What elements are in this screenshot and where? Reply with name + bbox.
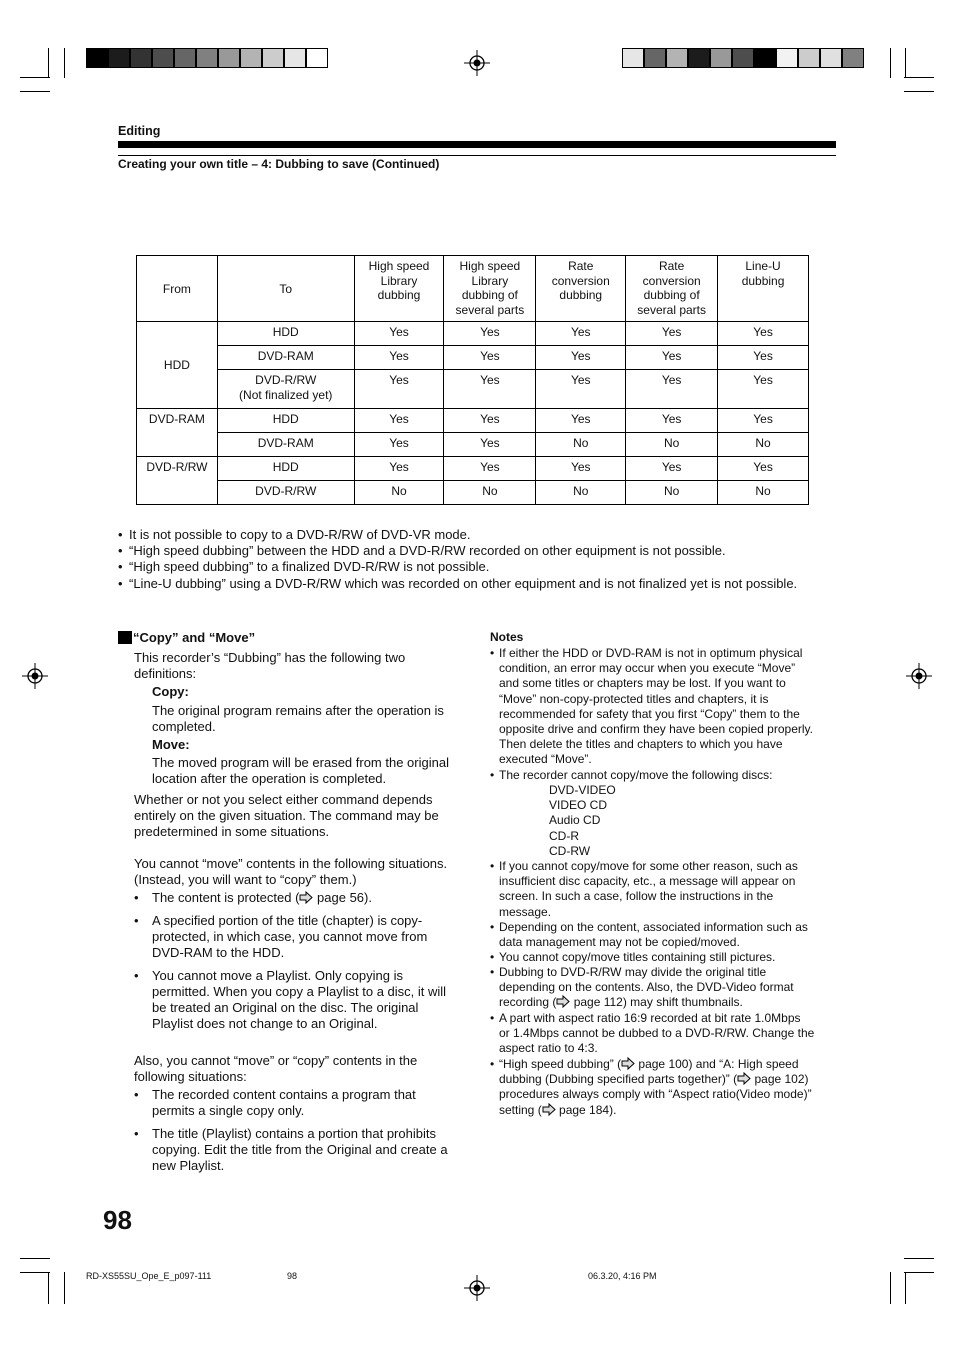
column-header: Rate conversion dubbing of several parts xyxy=(626,256,718,322)
note-other-reason: If you cannot copy/move for some other reason, such as insufficient disc capacity, etc., a message will appear on screen. In such a case, follow the instructions in the message. xyxy=(499,859,798,919)
move-label: Move: xyxy=(152,737,190,752)
bullet-single-copy: The recorded content contains a program that permits a single copy only. xyxy=(152,1087,416,1118)
gray-swatch xyxy=(196,48,218,68)
gray-swatch xyxy=(644,48,666,68)
table-row xyxy=(137,433,809,457)
value-cell: Yes xyxy=(536,370,626,409)
gray-swatch xyxy=(306,48,328,68)
list-item: CD-RW xyxy=(549,843,591,858)
table-row xyxy=(137,481,809,505)
list-item: • It is not possible to copy to a DVD-R/RW of DVD-VR mode. xyxy=(118,527,471,542)
list-item: CD-R xyxy=(549,828,579,843)
column-header: Line-U dubbing xyxy=(718,256,809,322)
column-header: From xyxy=(137,256,218,322)
bullet-dot: • xyxy=(490,859,495,873)
note-high-speed-dubbing: “High speed dubbing” ( page 100) and “A: High speed dubbing (Dubbing specified parts together)” ( page 102) procedures always comply with “Aspect ratio(Video mode)” setting ( page 184). xyxy=(499,1057,812,1117)
table-row xyxy=(137,322,809,346)
copy-definition: The original program remains after the operation is completed. xyxy=(152,703,444,734)
bullet-dot: • xyxy=(134,890,139,905)
value-cell: Yes xyxy=(354,370,444,409)
gray-swatch xyxy=(86,48,108,68)
gray-swatch xyxy=(284,48,306,68)
value-cell: Yes xyxy=(536,346,626,370)
gray-swatch xyxy=(732,48,754,68)
to-cell: DVD-RAM xyxy=(217,433,354,457)
value-cell: Yes xyxy=(444,322,536,346)
gray-swatch xyxy=(666,48,688,68)
disc-list xyxy=(549,783,616,859)
column-header: High speed Library dubbing of several parts xyxy=(444,256,536,322)
value-cell: No xyxy=(536,433,626,457)
page-reference-arrow-icon xyxy=(737,1072,751,1085)
to-cell: DVD-RAM xyxy=(217,346,354,370)
bullet-dot: • xyxy=(490,646,495,660)
value-cell: No xyxy=(626,481,718,505)
from-cell: DVD-R/RW xyxy=(137,457,218,505)
page-reference-arrow-icon xyxy=(556,995,570,1008)
note-divide-title: Dubbing to DVD-R/RW may divide the original title depending on the contents. Also, the DVD-Video format recording ( page 112) may shift thumbnails. xyxy=(499,965,794,1010)
value-cell: Yes xyxy=(444,409,536,433)
value-cell: Yes xyxy=(354,346,444,370)
from-cell: HDD xyxy=(137,322,218,409)
dubbing-compatibility-table xyxy=(136,255,809,505)
copy-label: Copy: xyxy=(152,684,189,699)
list-item: VIDEO CD xyxy=(549,798,608,813)
value-cell: Yes xyxy=(536,409,626,433)
to-cell: HDD xyxy=(217,409,354,433)
command-paragraph: Whether or not you select either command depends entirely on the given situation. The command may be predetermined in some situations. xyxy=(134,792,439,839)
gray-swatch xyxy=(776,48,798,68)
value-cell: Yes xyxy=(444,457,536,481)
value-cell: No xyxy=(626,433,718,457)
gray-swatch xyxy=(820,48,842,68)
note-aspect-ratio: A part with aspect ratio 16:9 recorded at bit rate 1.0Mbps or 1.4Mbps cannot be dubbed to a DVD-R/RW. Change the aspect ratio to 4:3. xyxy=(499,1011,815,1056)
to-cell: HDD xyxy=(217,457,354,481)
note-data-management: Depending on the content, associated information such as data management may not be copied/moved. xyxy=(499,920,808,950)
page-number: 98 xyxy=(103,1205,132,1235)
page-reference-arrow-icon xyxy=(542,1103,556,1116)
table-row xyxy=(137,457,809,481)
copy-move-heading: “Copy” and “Move” xyxy=(133,630,256,645)
table-row xyxy=(137,346,809,370)
value-cell: Yes xyxy=(354,457,444,481)
list-item: • “High speed dubbing” to a finalized DVD-R/RW is not possible. xyxy=(118,559,490,574)
table-row xyxy=(137,370,809,409)
gray-swatch xyxy=(754,48,776,68)
header-rule-thick xyxy=(118,141,836,148)
intro-text: This recorder’s “Dubbing” has the following two definitions: xyxy=(134,650,406,681)
gray-swatch xyxy=(218,48,240,68)
section-title: Editing xyxy=(118,124,161,138)
gray-swatch xyxy=(152,48,174,68)
bullet-dot: • xyxy=(490,950,495,964)
gray-swatch xyxy=(622,48,644,68)
gray-swatch xyxy=(174,48,196,68)
also-cannot-paragraph: Also, you cannot “move” or “copy” contents in the following situations: xyxy=(134,1053,418,1084)
value-cell: Yes xyxy=(718,370,809,409)
value-cell: Yes xyxy=(718,409,809,433)
column-header: Rate conversion dubbing xyxy=(536,256,626,322)
gray-swatch xyxy=(710,48,732,68)
bullet-playlist: You cannot move a Playlist. Only copying is permitted. When you copy a Playlist to a disc, it will be treated an Original on the disc. The original Playlist does not change to an Original. xyxy=(152,968,447,1031)
value-cell: Yes xyxy=(626,370,718,409)
value-cell: Yes xyxy=(718,346,809,370)
registration-mark-left-icon xyxy=(22,663,48,689)
page-reference-arrow-icon xyxy=(299,891,313,904)
value-cell: No xyxy=(354,481,444,505)
column-header: To xyxy=(217,256,354,322)
gray-swatch xyxy=(262,48,284,68)
value-cell: Yes xyxy=(354,433,444,457)
gray-swatch xyxy=(108,48,130,68)
value-cell: Yes xyxy=(626,457,718,481)
value-cell: No xyxy=(718,433,809,457)
bullet-dot: • xyxy=(134,1126,139,1141)
table-header-row xyxy=(137,256,809,322)
bullet-dot: • xyxy=(490,965,495,979)
gray-swatch xyxy=(130,48,152,68)
list-item: • “High speed dubbing” between the HDD and a DVD-R/RW recorded on other equipment is not possible. xyxy=(118,543,726,558)
header-rule-thin xyxy=(118,155,836,156)
to-cell: DVD-R/RW xyxy=(217,481,354,505)
page-subtitle: Creating your own title – 4: Dubbing to save (Continued) xyxy=(118,157,440,171)
bullet-dot: • xyxy=(134,1087,139,1102)
value-cell: Yes xyxy=(354,409,444,433)
value-cell: Yes xyxy=(536,457,626,481)
move-definition: The moved program will be erased from the original location after the operation is completed. xyxy=(152,755,449,786)
column-header: High speed Library dubbing xyxy=(354,256,444,322)
note-still-pictures: You cannot copy/move titles containing still pictures. xyxy=(499,950,776,964)
value-cell: No xyxy=(536,481,626,505)
gray-swatch xyxy=(240,48,262,68)
from-cell: DVD-RAM xyxy=(137,409,218,457)
footer-file: RD-XS55SU_Ope_E_p097-111 xyxy=(86,1271,212,1281)
gray-swatch xyxy=(842,48,864,68)
bullet-copy-protected: A specified portion of the title (chapter) is copy- protected, in which case, you cannot move from DVD-RAM to the HDD. xyxy=(152,913,428,960)
gray-swatch xyxy=(688,48,710,68)
bullet-protected: The content is protected ( page 56). xyxy=(152,890,372,905)
value-cell: Yes xyxy=(626,322,718,346)
footer-timestamp: 06.3.20, 4:16 PM xyxy=(588,1271,657,1281)
registration-mark-bottom-icon xyxy=(464,1275,490,1301)
bullet-dot: • xyxy=(490,1011,495,1025)
value-cell: Yes xyxy=(718,457,809,481)
value-cell: Yes xyxy=(444,346,536,370)
bullet-dot: • xyxy=(134,913,139,928)
value-cell: Yes xyxy=(444,370,536,409)
bullet-dot: • xyxy=(490,768,495,782)
gray-swatch xyxy=(798,48,820,68)
table-row xyxy=(137,409,809,433)
value-cell: No xyxy=(718,481,809,505)
cannot-move-paragraph: You cannot “move” contents in the following situations. (Instead, you will want to “copy” them.) xyxy=(134,856,448,887)
bullet-dot: • xyxy=(134,968,139,983)
to-cell: DVD-R/RW (Not finalized yet) xyxy=(217,370,354,409)
value-cell: Yes xyxy=(444,433,536,457)
value-cell: Yes xyxy=(354,322,444,346)
bullet-prohibits-copying: The title (Playlist) contains a portion that prohibits copying. Edit the title from the Original and create a new Playlist. xyxy=(152,1126,448,1173)
bullet-dot: • xyxy=(490,920,495,934)
registration-mark-top-icon xyxy=(464,50,490,76)
page-reference-arrow-icon xyxy=(621,1057,635,1070)
value-cell: Yes xyxy=(626,409,718,433)
list-item: • “Line-U dubbing” using a DVD-R/RW which was recorded on other equipment and is not finalized yet is not possible. xyxy=(118,576,798,591)
list-item: DVD-VIDEO xyxy=(549,783,616,797)
note-discs: The recorder cannot copy/move the following discs: xyxy=(499,768,773,782)
notes-heading: Notes xyxy=(490,630,524,644)
list-item: Audio CD xyxy=(549,813,601,828)
bullet-dot: • xyxy=(490,1057,495,1071)
registration-mark-right-icon xyxy=(906,663,932,689)
section-square-icon xyxy=(118,631,132,644)
footer-page: 98 xyxy=(287,1271,298,1281)
value-cell: Yes xyxy=(718,322,809,346)
value-cell: Yes xyxy=(536,322,626,346)
value-cell: Yes xyxy=(626,346,718,370)
note-optimum-condition: If either the HDD or DVD-RAM is not in optimum physical condition, an error may occur when you execute “Move” and some titles or chapters may be lost. If you want to “Move” non-copy-protected titles and chapters, it is recommended for safety that you first “Copy” them to the opposite drive and confirm they have been copied properly. Then delete the titles and chapters to which you have executed “Move”. xyxy=(499,646,813,767)
to-cell: HDD xyxy=(217,322,354,346)
value-cell: No xyxy=(444,481,536,505)
